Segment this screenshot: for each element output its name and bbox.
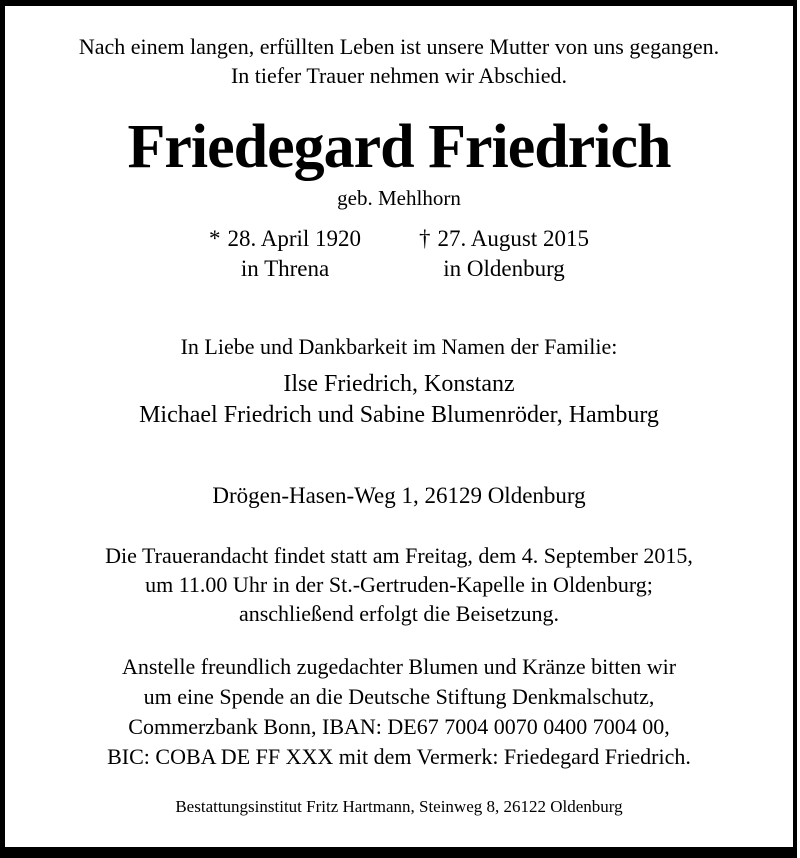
family-member-1: Ilse Friedrich, Konstanz [283, 371, 515, 397]
service-line-1: Die Trauerandacht findet statt am Freitag, dem 4. September 2015, [105, 543, 693, 568]
service-details [5, 541, 793, 628]
birth-date: 28. April 1920 [227, 226, 362, 251]
family-member-2: Michael Friedrich und Sabine Blumenröder, Hamburg [139, 402, 659, 428]
death-date: 27. August 2015 [437, 226, 589, 251]
deceased-name: Friedegard Friedrich [127, 113, 671, 181]
family-intro: In Liebe und Dankbarkeit im Namen der Familie: [180, 334, 618, 359]
born-star-icon: * [209, 226, 221, 251]
maiden-name: geb. Mehlhorn [337, 186, 461, 210]
died-dagger-icon: † [419, 226, 431, 251]
family-members [5, 369, 793, 431]
life-dates [5, 224, 793, 284]
intro-line-1: Nach einem langen, erfüllten Leben ist unsere Mutter von uns gegangen. [78, 34, 720, 59]
service-line-3: anschließend erfolgt die Beisetzung. [238, 601, 560, 626]
funeral-home-footer: Bestattungsinstitut Fritz Hartmann, Steinweg 8, 26122 Oldenburg [175, 797, 623, 816]
intro-text [5, 32, 793, 90]
donation-line-1: Anstelle freundlich zugedachter Blumen und Kränze bitten wir [121, 654, 677, 679]
donation-line-3: Commerzbank Bonn, IBAN: DE67 7004 0070 0400 7004 00, [128, 714, 670, 739]
donation-line-4: BIC: COBA DE FF XXX mit dem Vermerk: Friedegard Friedrich. [107, 744, 691, 769]
family-address: Drögen-Hasen-Weg 1, 26129 Oldenburg [212, 483, 586, 508]
death-info [419, 224, 589, 284]
death-place: in Oldenburg [443, 256, 565, 281]
service-line-2: um 11.00 Uhr in der St.-Gertruden-Kapelle in Oldenburg; [145, 572, 653, 597]
donation-line-2: um eine Spende an die Deutsche Stiftung Denkmalschutz, [143, 684, 655, 709]
intro-line-2: In tiefer Trauer nehmen wir Abschied. [230, 63, 568, 88]
birth-date-line [209, 224, 361, 254]
birth-place: in Threna [240, 256, 330, 281]
birth-info [209, 224, 361, 284]
donation-details [5, 652, 793, 772]
death-date-line [419, 224, 589, 254]
